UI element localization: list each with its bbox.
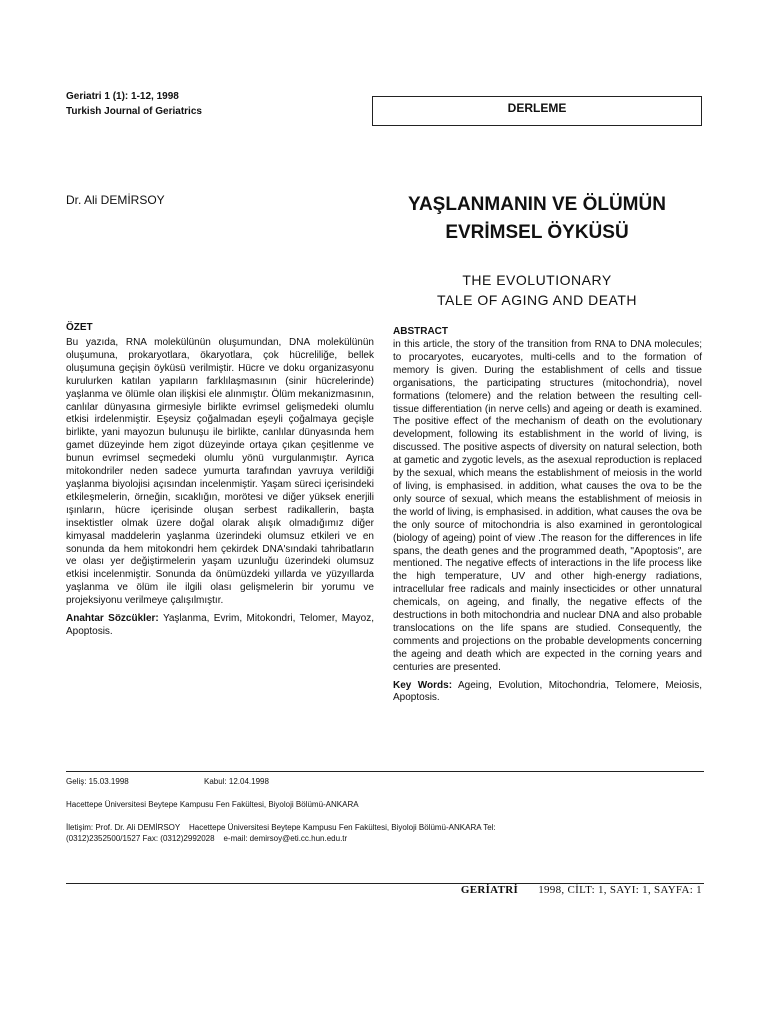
section-label: DERLEME: [507, 101, 567, 115]
abstract-column: [393, 326, 702, 705]
abstract-keywords-value: Ageing, Evolution, Mitochondria, Telomere, Meiosis, Apoptosis.: [393, 679, 703, 704]
title-turkish: [372, 191, 702, 247]
citation: Geriatri 1 (1): 1-12, 1998: [66, 91, 179, 102]
accepted-date: Kabul: 12.04.1998: [204, 777, 269, 786]
ozet-heading: ÖZET: [66, 322, 93, 333]
footer-journal: GERİATRİ: [460, 884, 519, 896]
footer-top-rule: [66, 771, 704, 772]
page-footer: [461, 884, 702, 896]
ozet-column: [66, 322, 374, 639]
ozet-text: Bu yazıda, RNA molekülünün oluşumundan, DNA molekülünün oluşumuna, prokaryotlara, ökaryotlara, çok hücreliliğe, bellek oluşumuna geçişin öyküsü verilmiştir. Hücre ve doku organizasyonu kurulurken katılan yapıların farklılaşmasının (sinir hücrelerinde) yaşlanma ve ölümle olan ilişkisi ele alınmıştır. Ölüm mekanizmasının, canlılar dünyasına girmesiyle birlikte evrimsel gelişmedeki olumlu etkisi irdelenmiştir. Eşeysiz çoğalmadan eşeyli çoğalmaya geçişle birlikte, yani mayozun bulunuşu ile birlikte, canlılar dünyasında hem gamet düzeyinde hem zigot düzeyinde ortaya çıkan çeşitlenme ve bunun evrimsel seçmedeki olumlu yönü vurgulanmıştır. Ayrıca mitokondriler neden sadece yumurta tarafından yavruya verildiği yaşlanma biyolojisi açısından incelenmiştir. Yaşam süreci içerisindeki etkileşmelerin, örneğin, sıcaklığın, morötesi ve diğer yüksek enerjili ışınların, hücre içerisinde oluşan serbest radikallerin, başta insektistler olmak üzere doğal olarak alışık olmadığımız diğer kimyasal maddelerin yaşlanma üzerindeki olumsuz etkileri ve en sonunda da hem mitokondri hem çekirdek DNA'sındaki tahribatların ve olası yer değiştirmelerin yaşam uzunluğu üzerindeki olumsuz etkisi incelenmiştir. Sonunda da önümüzdeki yıllarda ve yüzyıllarda yaşlanma ve ölüm ile ilgili olası gelişmelerin bir yorumu ve projeksiyonu verilmeye çalışılmıştır.: [66, 337, 374, 607]
title-english: [372, 270, 702, 310]
author-name: Dr. Ali DEMİRSOY: [66, 193, 165, 207]
footer-issue: 1998, CİLT: 1, SAYI: 1, SAYFA: 1: [538, 884, 702, 896]
abstract-keywords-label: Key Words:: [393, 679, 453, 691]
received-date: Geliş: 15.03.1998: [66, 777, 129, 786]
ozet-keywords: [66, 613, 374, 639]
title-turkish-line-1: YAŞLANMANIN VE ÖLÜMÜN: [408, 194, 666, 215]
abstract-heading: ABSTRACT: [393, 326, 448, 337]
section-label-box: [372, 96, 702, 126]
contact-line-2: (0312)2352500/1527 Fax: (0312)2992028 e-mail: demirsoy@eti.cc.hun.edu.tr: [66, 834, 348, 843]
title-turkish-line-2: EVRİMSEL ÖYKÜSÜ: [445, 222, 629, 243]
ozet-keywords-label: Anahtar Sözcükler:: [66, 613, 159, 625]
abstract-keywords: [393, 680, 702, 706]
title-english-line-2: TALE OF AGING AND DEATH: [436, 292, 637, 308]
journal-name: Turkish Journal of Geriatrics: [66, 106, 202, 117]
ozet-keywords-value: Yaşlanma, Evrim, Mitokondri, Telomer, Mayoz, Apoptosis.: [66, 613, 374, 637]
title-english-line-1: THE EVOLUTIONARY: [462, 272, 612, 288]
affiliation: Hacettepe Üniversitesi Beytepe Kampusu Fen Fakültesi, Biyoloji Bölümü-ANKARA: [66, 800, 359, 809]
contact-line-1: İletişim: Prof. Dr. Ali DEMİRSOY Hacettepe Üniversitesi Beytepe Kampusu Fen Fakültesi, Biyoloji Bölümü-ANKARA Tel:: [66, 823, 496, 832]
abstract-text: in this article, the story of the transition from RNA to DNA molecules; to procaryotes, eucaryotes, multi-cells and to the formation of memory İs given. During the establishment of cells and tissue organisations, the participating structures (mitochondria), novel formations (telomere) and the relation between the resulting cell-tissue differentiation (in nerve cells) and ageing or death is examined. The positive effect of the mechanism of death on the evolutionary development, following its establishment in the world of living, is discussed. The positive aspects of diversity on natural selection, both at gametic and zygotic levels, as the asexual reproduction is replaced by the sexual, which means the establishment of meiosis in the world of living, is emphasised. in addition, what causes the ova to be the only source of sexual, which means the establishment of meiosis in the world of living, is emphasised. in addition, what causes the ova be the only source of mitochondria is also examined in gerontological (biology of ageing) point of view .The reason for the differences in life spans, the death genes and the programmed death, "Apoptosis", are mentioned. The negative effects of interactions in the life process like the high temperature, UV and other high-energy radiations, intracellular free radicals and mainly insecticides or other unnatural chemicals, on ageing, and finally, the negative effects of the destructions in both mitochondria and nuclear DNA and also probable translocations on the life spans are studied. Consequently, the comments and projections on the probable developments concerning the ageing and death which are expected in the corning years and centuries are presented.: [393, 339, 702, 673]
